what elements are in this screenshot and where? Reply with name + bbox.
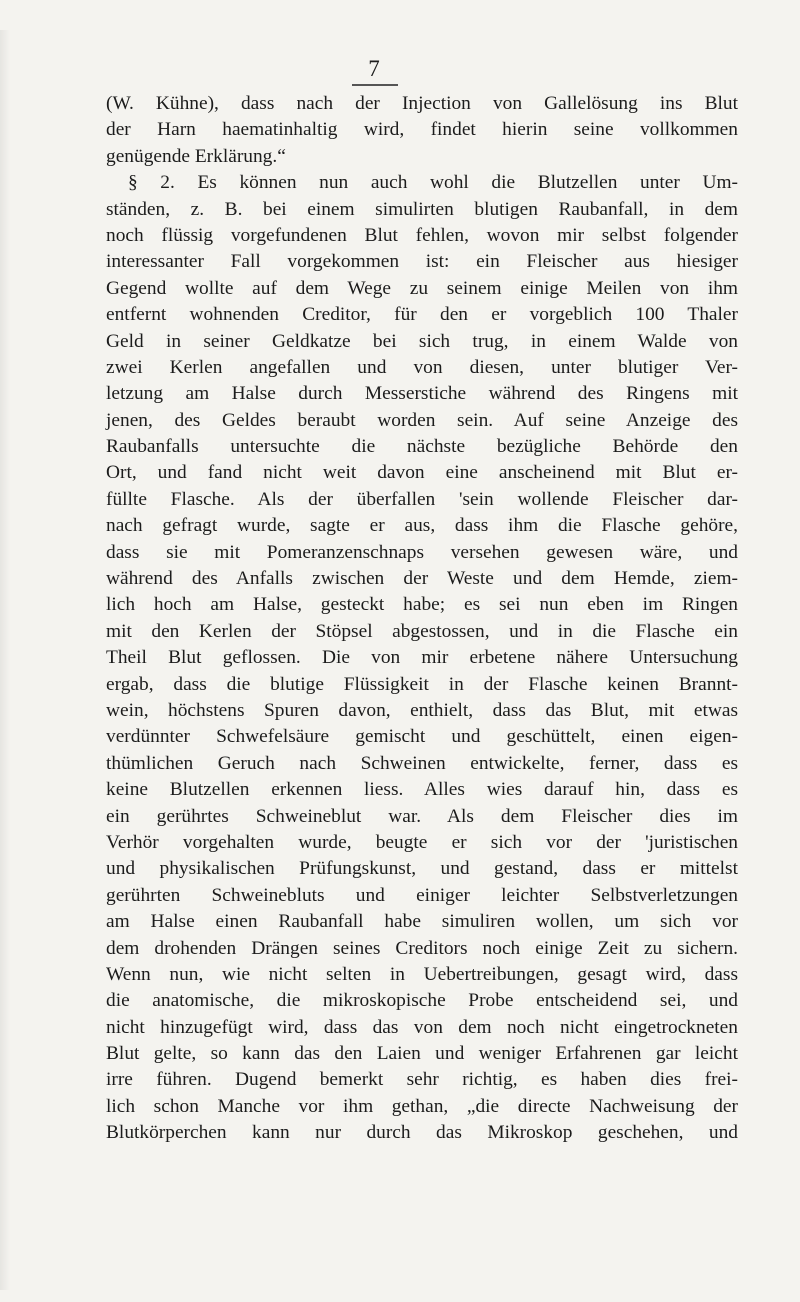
text-line: mit den Kerlen der Stöpsel abgestossen, und in die Flasche ein [106, 620, 738, 642]
text-line: Ort, und fand nicht weit davon eine anscheinend mit Blut er- [106, 462, 738, 484]
text-line: Verhör vorgehalten wurde, beugte er sich vor der 'juristischen [106, 831, 738, 853]
text-line: interessanter Fall vorgekommen ist: ein Fleischer aus hiesiger [106, 251, 738, 273]
text-line: während des Anfalls zwischen der Weste und dem Hemde, ziem- [106, 568, 738, 590]
text-line: jenen, des Geldes beraubt worden sein. Auf seine Anzeige des [106, 409, 738, 431]
text-line: thümlichen Geruch nach Schweinen entwickelte, ferner, dass es [106, 752, 738, 774]
text-line: ständen, z. B. bei einem simulirten blutigen Raubanfall, in dem [106, 198, 738, 220]
text-line: der Harn haematinhaltig wird, findet hierin seine vollkommen [106, 119, 738, 141]
text-line: ergab, dass die blutige Flüssigkeit in der Flasche keinen Brannt- [106, 673, 738, 695]
text-line: füllte Flasche. Als der überfallen 'sein wollende Fleischer dar- [106, 488, 738, 510]
text-line: am Halse einen Raubanfall habe simuliren wollen, um sich vor [106, 911, 738, 933]
text-line: Raubanfalls untersuchte die nächste bezügliche Behörde den [106, 436, 738, 458]
page-number-underline [352, 84, 398, 86]
text-line: Gegend wollte auf dem Wege zu seinem einige Meilen von ihm [106, 277, 738, 299]
page-crease-shadow [0, 30, 10, 1290]
body-text [106, 91, 738, 1147]
text-line: Blutkörperchen kann nur durch das Mikroskop geschehen, und [106, 1122, 738, 1144]
text-line: letzung am Halse durch Messerstiche während des Ringens mit [106, 383, 738, 405]
text-line: die anatomische, die mikroskopische Probe entscheidend sei, und [106, 990, 738, 1012]
text-line: verdünnter Schwefelsäure gemischt und geschüttelt, einen eigen- [106, 726, 738, 748]
page-number: 7 [368, 56, 380, 81]
text-line: (W. Kühne), dass nach der Injection von Gallelösung ins Blut [106, 93, 738, 114]
text-line: gerührten Schweinebluts und einiger leichter Selbstverletzungen [106, 884, 738, 906]
text-line: Theil Blut geflossen. Die von mir erbetene nähere Untersuchung [106, 647, 738, 669]
text-line: lich schon Manche vor ihm gethan, „die directe Nachweisung der [106, 1095, 738, 1117]
text-line: und physikalischen Prüfungskunst, und gestand, dass er mittelst [106, 858, 738, 880]
text-line: dass sie mit Pomeranzenschnaps versehen gewesen wäre, und [106, 541, 738, 563]
text-line: wein, höchstens Spuren davon, enthielt, dass das Blut, mit etwas [106, 699, 738, 721]
text-line: keine Blutzellen erkennen liess. Alles wies darauf hin, dass es [106, 779, 738, 801]
text-line: ein gerührtes Schweineblut war. Als dem Fleischer dies im [106, 805, 738, 827]
text-line: genügende Erklärung.“ [106, 145, 286, 167]
text-line: entfernt wohnenden Creditor, für den er vorgeblich 100 Thaler [106, 304, 738, 326]
text-line: § 2. Es können nun auch wohl die Blutzellen unter Um- [128, 172, 738, 194]
text-line: lich hoch am Halse, gesteckt habe; es sei nun eben im Ringen [106, 594, 738, 616]
text-line: nach gefragt wurde, sagte er aus, dass ihm die Flasche gehöre, [106, 515, 738, 537]
text-line: Wenn nun, wie nicht selten in Uebertreibungen, gesagt wird, dass [106, 963, 738, 985]
text-line: dem drohenden Drängen seines Creditors noch einige Zeit zu sichern. [106, 937, 738, 959]
text-line: zwei Kerlen angefallen und von diesen, unter blutiger Ver- [106, 356, 738, 378]
text-line: Blut gelte, so kann das den Laien und weniger Erfahrenen gar leicht [106, 1043, 738, 1065]
text-line: noch flüssig vorgefundenen Blut fehlen, wovon mir selbst folgender [106, 224, 738, 246]
text-line: irre führen. Dugend bemerkt sehr richtig, es haben dies frei- [106, 1069, 738, 1091]
text-line: Geld in seiner Geldkatze bei sich trug, in einem Walde von [106, 330, 738, 352]
text-line: nicht hinzugefügt wird, dass das von dem noch nicht eingetrockneten [106, 1016, 738, 1038]
